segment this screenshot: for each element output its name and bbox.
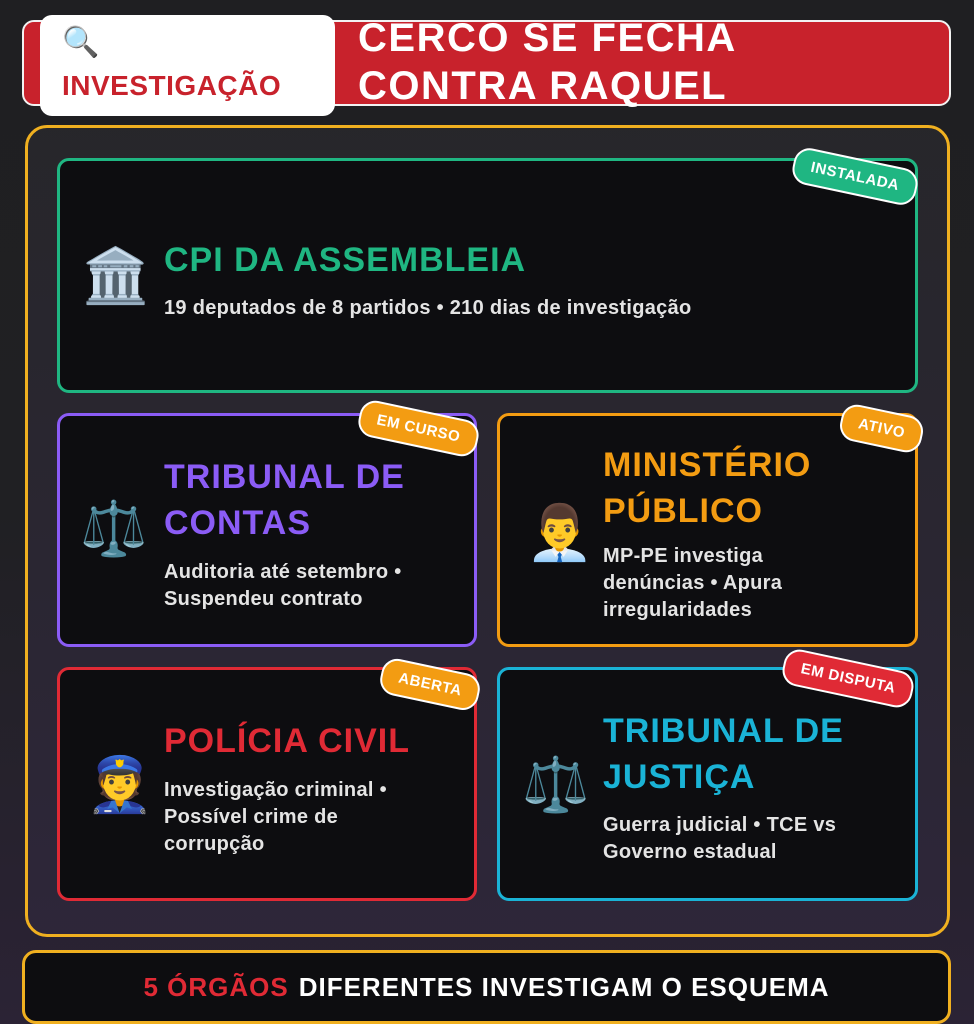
balance-scale-icon: ⚖️ <box>80 497 148 560</box>
card-title: POLÍCIA CIVIL <box>164 722 410 760</box>
page-title: CERCO SE FECHA CONTRA RAQUEL <box>358 16 737 108</box>
header-label: INVESTIGAÇÃO <box>62 70 282 101</box>
card-title: TRIBUNAL DE CONTAS <box>164 458 405 542</box>
status-badge-aberta: ABERTA <box>377 656 483 713</box>
police-officer-icon: 👮 <box>86 753 154 816</box>
card-description: MP-PE investiga denúncias • Apura irregularidades <box>603 545 783 621</box>
card-description: 19 deputados de 8 partidos • 210 dias de investigação <box>164 297 692 319</box>
classical-building-icon: 🏛️ <box>82 244 150 307</box>
card-tribunal-justica <box>497 667 918 901</box>
card-title: TRIBUNAL DE JUSTIÇA <box>603 712 844 796</box>
status-badge-em-disputa: EM DISPUTA <box>780 647 917 711</box>
card-title: MINISTÉRIO PÚBLICO <box>603 446 812 530</box>
magnifier-icon: 🔍 <box>62 25 100 60</box>
man-office-worker-icon: 👨‍💼 <box>526 501 594 564</box>
footer-highlight: 5 ÓRGÃOS <box>143 971 289 1002</box>
status-badge-instalada: INSTALADA <box>790 145 921 207</box>
status-badge-ativo: ATIVO <box>837 402 926 455</box>
card-description: Auditoria até setembro • Suspendeu contrato <box>164 561 402 610</box>
card-title: CPI DA ASSEMBLEIA <box>164 241 527 279</box>
card-cpi-assembleia <box>57 158 918 393</box>
status-badge-em-curso: EM CURSO <box>355 398 481 459</box>
footer-text: DIFERENTES INVESTIGAM O ESQUEMA <box>298 971 830 1002</box>
footer-banner <box>22 950 951 1024</box>
card-ministerio-publico <box>497 413 918 647</box>
card-description: Guerra judicial • TCE vs Governo estadual <box>603 814 837 863</box>
card-tribunal-contas <box>57 413 477 647</box>
card-policia-civil <box>57 667 477 901</box>
card-description: Investigação criminal • Possível crime de corrupção <box>164 779 387 855</box>
balance-scale-icon: ⚖️ <box>522 753 590 816</box>
